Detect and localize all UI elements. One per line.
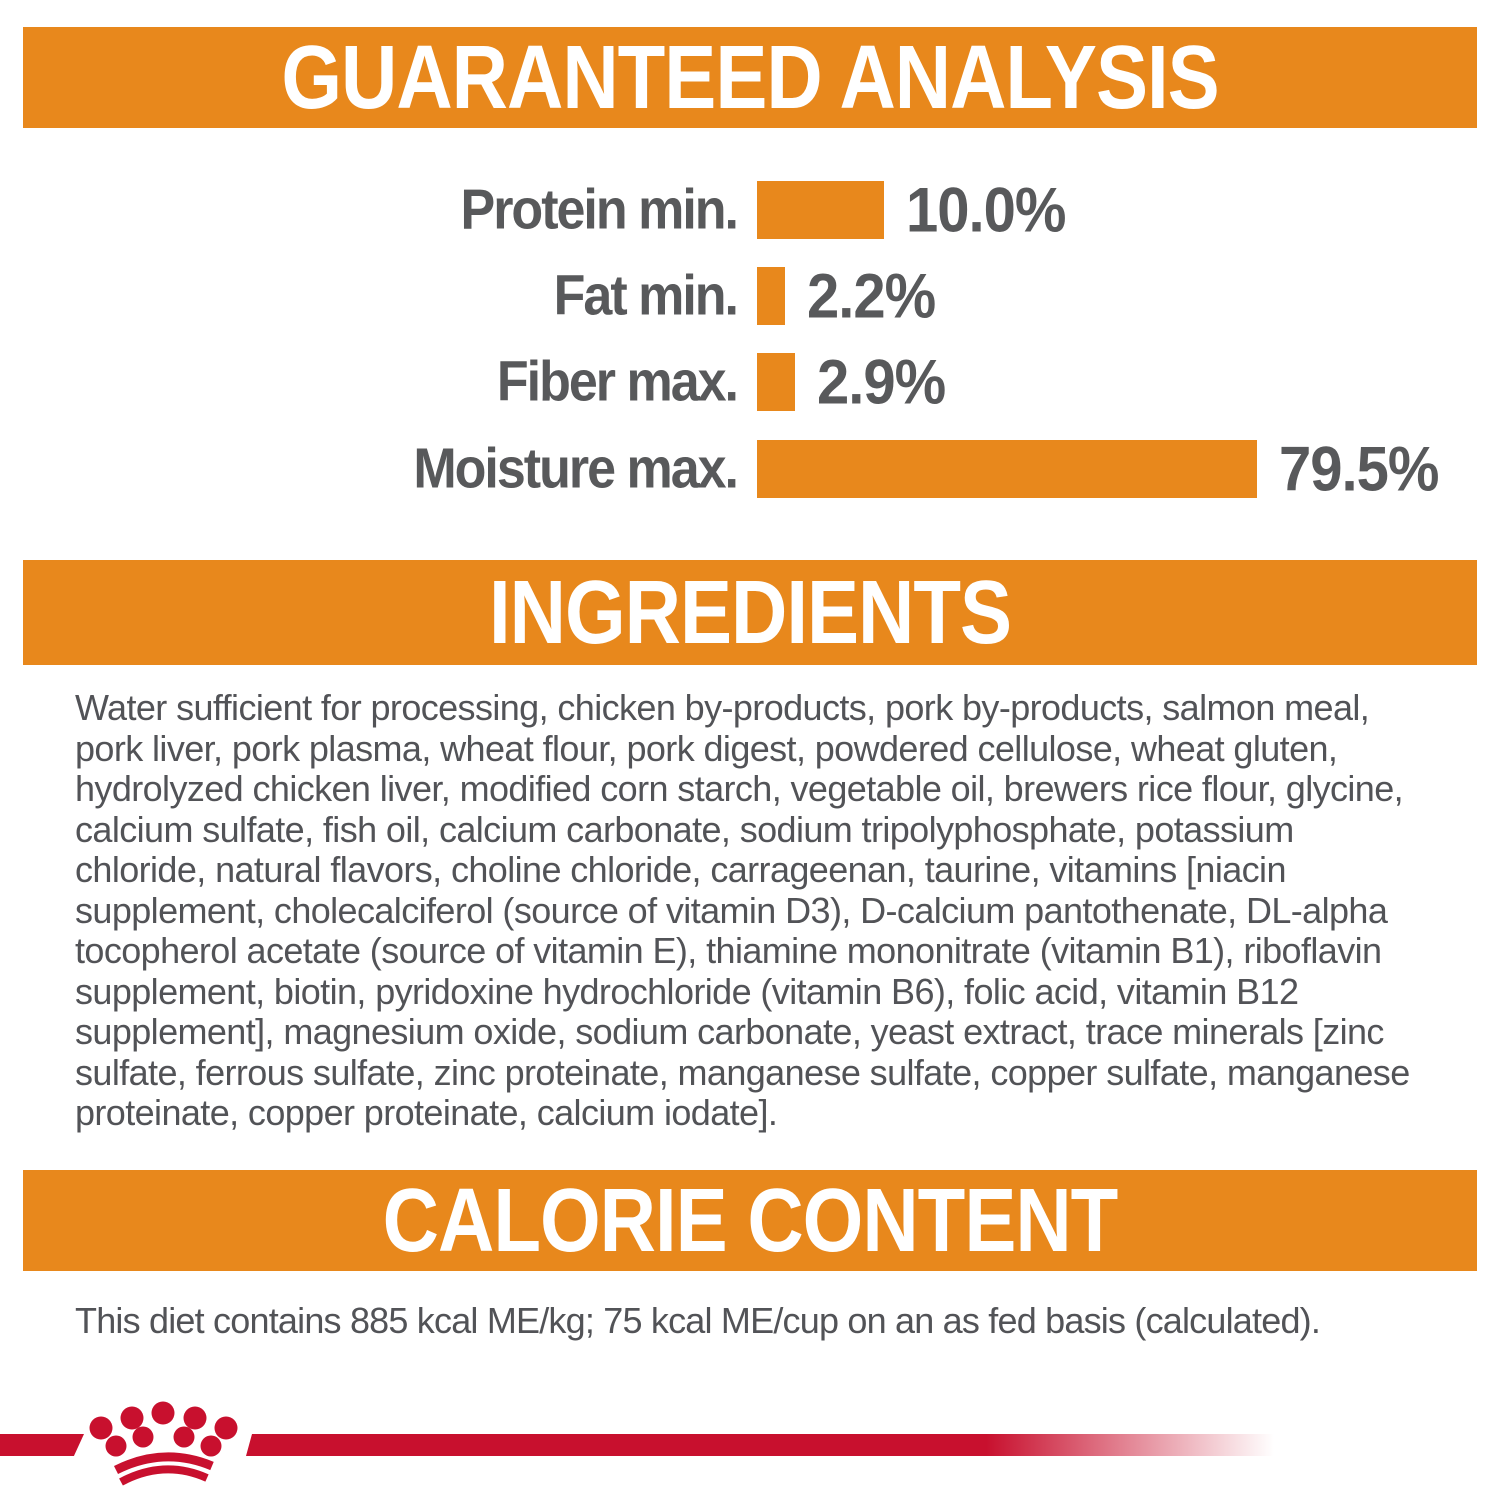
bar-label-fat: Fat min. <box>553 264 737 328</box>
bar-fiber <box>757 353 795 411</box>
bar-value-protein: 10.0% <box>906 174 1066 246</box>
guaranteed-analysis-banner <box>23 27 1477 128</box>
bar-protein <box>757 181 884 239</box>
bar-value-fiber: 2.9% <box>817 346 946 418</box>
bar-label-fiber: Fiber max. <box>496 350 737 414</box>
footer-red-line-left <box>0 1434 84 1456</box>
chart-row-fat <box>340 260 936 332</box>
bar-fat <box>757 267 785 325</box>
ingredients-banner <box>23 560 1477 665</box>
chart-row-moisture <box>340 433 1439 505</box>
calorie-content-title: CALORIE CONTENT <box>382 1169 1118 1271</box>
bar-value-fat: 2.2% <box>807 260 936 332</box>
bar-value-moisture: 79.5% <box>1279 433 1439 505</box>
ingredients-title: INGREDIENTS <box>488 561 1012 663</box>
bar-label-moisture: Moisture max. <box>413 437 737 501</box>
calorie-content-banner <box>23 1170 1477 1271</box>
footer-red-line-right <box>246 1434 1274 1456</box>
bar-moisture <box>757 440 1257 498</box>
chart-row-protein <box>340 174 1066 246</box>
ingredients-text: Water sufficient for processing, chicken by-products, pork by-products, salmon meal, pork liver, pork plasma, wheat flour, pork digest, powdered cellulose, wheat gluten, hydrolyzed chicken liver, modified corn starch, vegetable oil, brewers rice flour, glycine, calcium sulfate, fish oil, calcium carbonate, sodium tripolyphosphate, potassium chloride, natural flavors, choline chloride, carrageenan, taurine, vitamins [niacin supplement, cholecalciferol (source of vitamin D3), D-calcium pantothenate, DL-alpha tocopherol acetate (source of vitamin E), thiamine mononitrate (vitamin B1), riboflavin supplement, biotin, pyridoxine hydrochloride (vitamin B6), folic acid, vitamin B12 supplement], magnesium oxide, sodium carbonate, yeast extract, trace minerals [zinc sulfate, ferrous sulfate, zinc proteinate, manganese sulfate, copper sulfate, manganese proteinate, copper proteinate, calcium iodate]. <box>75 687 1410 1133</box>
royal-canin-crown-icon <box>88 1398 240 1496</box>
chart-row-fiber <box>340 346 946 418</box>
calorie-content-text: This diet contains 885 kcal ME/kg; 75 kcal ME/cup on an as fed basis (calculated). <box>75 1300 1321 1341</box>
guaranteed-analysis-title: GUARANTEED ANALYSIS <box>281 26 1219 128</box>
bar-label-protein: Protein min. <box>460 178 737 242</box>
